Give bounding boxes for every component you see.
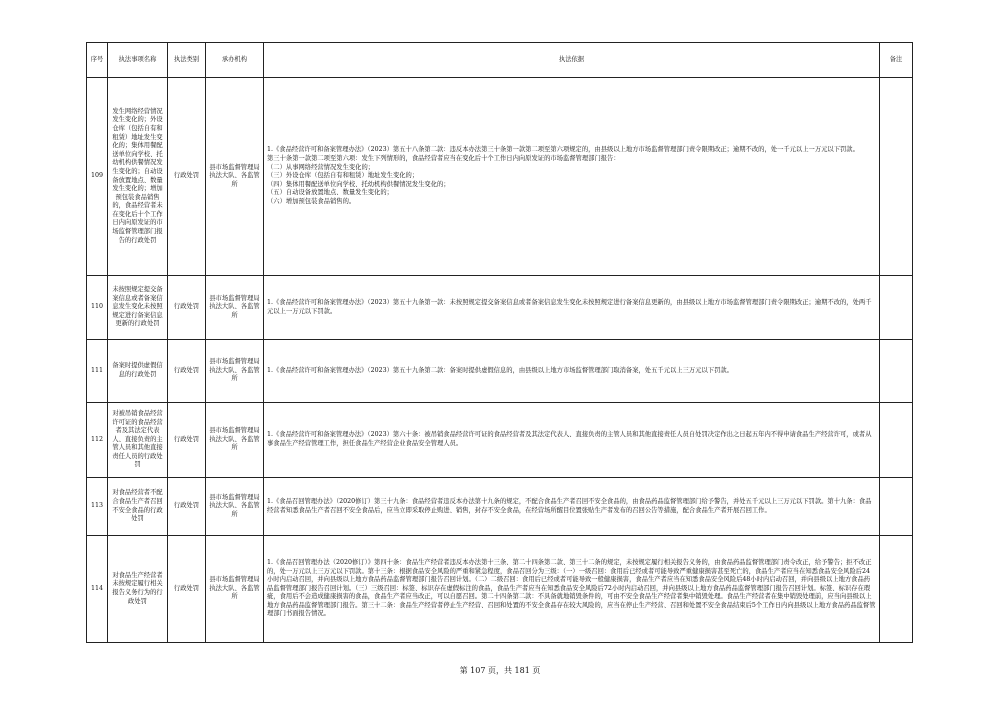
item-note: [880, 403, 913, 478]
item-basis: [264, 340, 880, 403]
header-cell-basis: 执法依据: [264, 43, 880, 78]
item-category: 行政处罚: [168, 478, 206, 536]
table-row: [87, 478, 913, 536]
basis-line: （二）从事网络经营情况发生变化的；: [267, 163, 375, 171]
basis-line: （四）集体用餐配送单位向学校、托幼机构供餐情况发生变化的；: [267, 180, 450, 188]
header-cell-agency: 承办机构: [206, 43, 264, 78]
row-number: 113: [87, 478, 108, 536]
item-category: 行政处罚: [168, 403, 206, 478]
row-number: 112: [87, 403, 108, 478]
item-name: 对食品生产经营者未按规定履行相关报告义务行为的行政处罚: [108, 536, 168, 643]
item-category: 行政处罚: [168, 78, 206, 276]
item-basis: [264, 536, 880, 643]
item-note: [880, 536, 913, 643]
basis-line: 1.《食品召回管理办法（2020修订）》第四十条：食品生产经营者违反本办法第十三条、第二十四条第二款、第三十二条的规定，未按规定履行相关报告义务的，由食品药品监督管理部门责令改正，给予警告；拒不改正的，处一万元以上三万元以下罚款。第十三条：根据食品安全风险的严重和紧急程度，食品召回分为三级：（一）一级召回：食用后已经或者可能导致严重健康损害甚至死亡的，食品生产者应当在知悉食品安全风险后24小时内启动召回，并向县级以上地方食品药品监督管理部门报告召回计划。（二）二级召回：食用后已经或者可能导致一般健康损害，食品生产者应当在知悉食品安全风险后48小时内启动召回，并向县级以上地方食品药品监督管理部门报告召回计划。（三）三级召回：标签、标识存在虚假标注的食品，食品生产者应当在知悉食品安全风险后72小时内启动召回，并向县级以上地方食品药品监督管理部门报告召回计划。标签、标识存在瑕疵，食用后不会造成健康损害的食品，食品生产者应当改正，可以自愿召回。第二十四条第二款：不具备就地销毁条件的，可由不安全食品生产经营者集中销毁处理。食品生产经营者在集中销毁处理前，应当向县级以上地方食品药品监督管理部门报告。第三十二条：食品生产经营者停止生产经营、召回和处置的不安全食品存在较大风险的，应当在停止生产经营、召回和处置不安全食品结束后5个工作日内向县级以上地方食品药品监督管理部门书面报告情况。: [267, 558, 876, 618]
basis-line: 第三十条第一款第二项至第六项：发生下列情形的，食品经营者应当在变化后十个工作日内向原发证的市场监督管理部门报告：: [267, 155, 620, 163]
table-row: [87, 340, 913, 403]
basis-line: 1.《食品经营许可和备案管理办法》（2023）第五十九条第二款：备案时提供虚假信息的，由县级以上地方市场监督管理部门取消备案，处五千元以上三万元以下罚款。: [267, 366, 733, 374]
enforcement-table: [86, 42, 913, 643]
item-agency: 县市场监督管理局执法大队、各监管所: [206, 536, 264, 643]
item-note: [880, 78, 913, 276]
row-number: 114: [87, 536, 108, 643]
basis-line: （六）增加预包装食品销售的。: [267, 197, 356, 205]
item-basis: [264, 78, 880, 276]
basis-line: 1.《食品经营许可和备案管理办法》（2023）第五十九条第一款：未按照规定提交备案信息或者备案信息发生变化未按照规定进行备案信息更新的，由县级以上地方市场监督管理部门责令限期改正；逾期不改的，处两千元以上一万元以下罚款。: [267, 298, 872, 315]
table-row: [87, 536, 913, 643]
basis-line: 1.《食品经营许可和备案管理办法》（2023）第六十条：被吊销食品经营许可证的食品经营者及其法定代表人、直接负责的主管人员和其他直接责任人员自处罚决定作出之日起五年内不得申请食品生产经营许可，或者从事食品生产经营管理工作，担任食品生产经营企业食品安全管理人员。: [267, 431, 872, 447]
basis-line: （五）自动设备放置地点、数量发生变化的；: [267, 189, 393, 197]
header-row: [87, 43, 913, 78]
basis-line: 1.《食品经营许可和备案管理办法》（2023）第五十八条第二款：违反本办法第三十条第一款第二项至第六项规定的，由县级以上地方市场监督管理部门责令限期改正；逾期不改的，处一千元以上一万元以下罚款。: [267, 146, 859, 154]
row-number: 109: [87, 78, 108, 276]
item-basis: [264, 403, 880, 478]
item-name: 对食品经营者不配合食品生产者召回不安全食品的行政处罚: [108, 478, 168, 536]
item-agency: 县市场监督管理局执法大队、各监管所: [206, 403, 264, 478]
item-name: 发生网络经营情况发生变化的；外设仓库（包括自有和租赁）地址发生变化的；集体用餐配送单位向学校、托幼机构供餐情况发生变化的；自动设备放置地点、数量发生变化的；增加预包装食品销售的，食品经营者未在变化后十个工作日内向原发证的市场监督管理部门报告的行政处罚: [108, 78, 168, 276]
item-note: [880, 478, 913, 536]
item-note: [880, 276, 913, 340]
header-cell-note: 备注: [880, 43, 913, 78]
item-category: 行政处罚: [168, 536, 206, 643]
item-basis: [264, 478, 880, 536]
row-number: 111: [87, 340, 108, 403]
header-cell-name: 执法事项名称: [108, 43, 168, 78]
item-category: 行政处罚: [168, 276, 206, 340]
item-agency: 县市场监督管理局执法大队、各监管所: [206, 78, 264, 276]
table-row: [87, 403, 913, 478]
basis-line: 1.《食品召回管理办法》（2020修订）第三十九条：食品经营者违反本办法第十九条的规定，不配合食品生产者召回不安全食品的，由食品药品监督管理部门给予警告，并处五千元以上三万元以下罚款。第十九条：食品经营者知悉食品生产者召回不安全食品后，应当立即采取停止购进、销售，封存不安全食品，在经营场所醒目位置张贴生产者发布的召回公告等措施，配合食品生产者开展召回工作。: [267, 497, 872, 514]
item-agency: 县市场监督管理局执法大队、各监管所: [206, 276, 264, 340]
item-category: 行政处罚: [168, 340, 206, 403]
item-agency: 县市场监督管理局执法大队、各监管所: [206, 478, 264, 536]
item-basis: [264, 276, 880, 340]
basis-line: （三）外设仓库（包括自有和租赁）地址发生变化的；: [267, 172, 419, 180]
row-number: 110: [87, 276, 108, 340]
item-note: [880, 340, 913, 403]
page-number: 第 107 页，共 181 页: [459, 666, 541, 675]
item-agency: 县市场监督管理局执法大队、各监管所: [206, 340, 264, 403]
header-cell-no: 序号: [87, 43, 108, 78]
item-name: 对被吊销食品经营许可证的食品经营者及其法定代表人、直接负责的主管人员和其他直接责任人员的行政处罚: [108, 403, 168, 478]
header-cell-category: 执法类别: [168, 43, 206, 78]
item-name: 备案时提供虚假信息的行政处罚: [108, 340, 168, 403]
table-row: [87, 276, 913, 340]
item-name: 未按照规定提交备案信息或者备案信息发生变化未按照规定进行备案信息更新的行政处罚: [108, 276, 168, 340]
table-row: [87, 78, 913, 276]
